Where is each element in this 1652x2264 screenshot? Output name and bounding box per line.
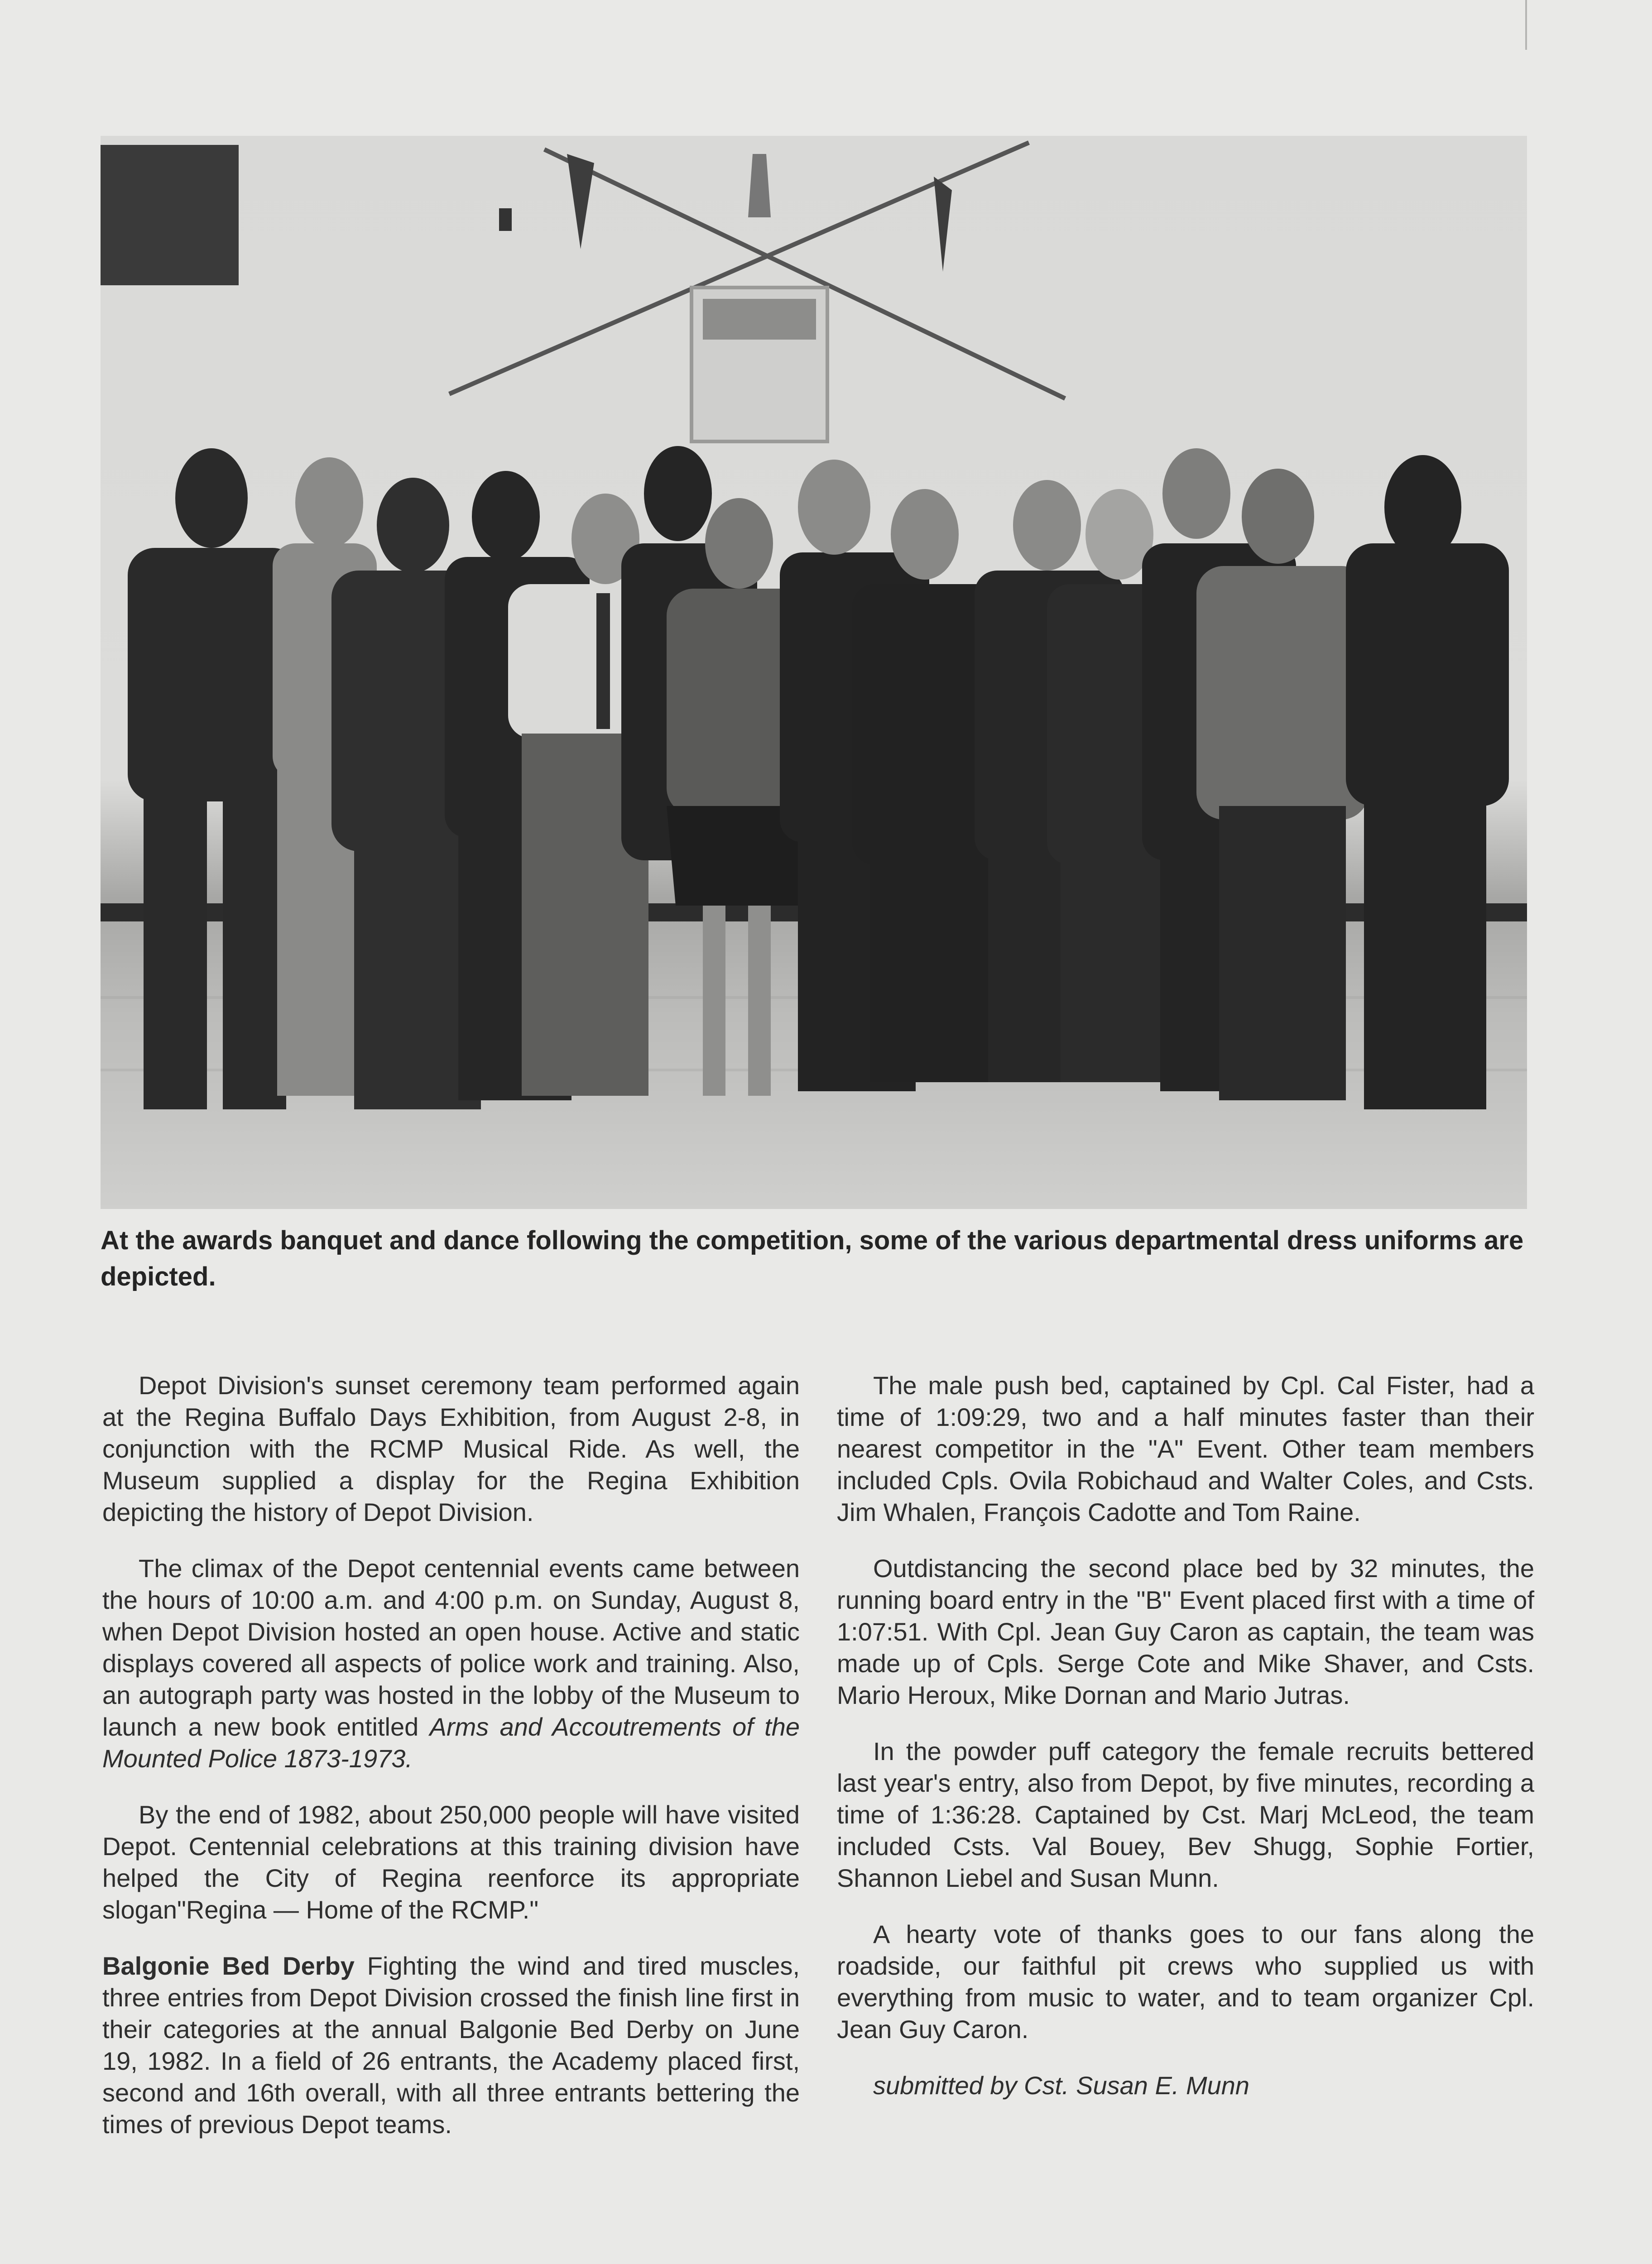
- bed-derby-text: Fighting the wind and tired muscles, three entries from Depot Division crossed the finish line first in their categories at the annual Balgonie Bed Derby on June 19, 1982. In a field of 26 entrants, the Academy placed first, second and 16th overall, with all three entrants bettering the times of previous Depot teams.: [102, 1952, 800, 2139]
- left-column: [102, 1370, 800, 2165]
- book-title: Arms and Accoutrements of the Mounted Police 1873-1973.: [102, 1712, 800, 1773]
- open-house-text: The climax of the Depot centennial events came between the hours of 10:00 a.m. and 4:00 p.m. on Sunday, August 8, when Depot Division hosted an open house. Active and static displays covered all aspects of police work and training. Also, an autograph party was hosted in the lobby of the Museum to launch a new book entitled: [102, 1554, 800, 1741]
- author-credit: submitted by Cst. Susan E. Munn: [873, 2071, 1250, 2100]
- paragraph-powder-puff: In the powder puff category the female recruits bettered last year's entry, also from Depot, by five minutes, recording a time of 1:36:28. Captained by Cst. Marj McLeod, the team included Csts. Val Bouey, Bev Shugg, Sophie Fortier, Shannon Liebel and Susan Munn.: [837, 1737, 1534, 1892]
- page-edge-mark: [1525, 0, 1527, 50]
- group-photo: [101, 136, 1527, 1209]
- paragraph-thanks: A hearty vote of thanks goes to our fans along the roadside, our faithful pit crews who supplied us with everything from music to water, and to team organizer Cpl. Jean Guy Caron.: [837, 1920, 1534, 2043]
- paragraph-visitors: By the end of 1982, about 250,000 people will have visited Depot. Centennial celebrations at this training division have helped the City of Regina reenforce its appropriate slogan"Regina — Home of the RCMP.": [102, 1800, 800, 1924]
- paragraph-running-board: Outdistancing the second place bed by 32 minutes, the running board entry in the "B" Event placed first with a time of 1:07:51. With Cpl. Jean Guy Caron as captain, the team was made up of Cpls. Serge Cote and Mike Shaver, and Csts. Mario Heroux, Mike Dornan and Mario Jutras.: [837, 1554, 1534, 1709]
- section-heading-bed-derby: Balgonie Bed Derby: [102, 1952, 355, 1980]
- right-column: [837, 1370, 1534, 2126]
- photo-caption: At the awards banquet and dance following the competition, some of the various departmental dress uniforms are depicted.: [101, 1226, 1524, 1291]
- paragraph-male-push-bed: The male push bed, captained by Cpl. Cal Fister, had a time of 1:09:29, two and a half minutes faster than their nearest competitor in the "A" Event. Other team members included Cpls. Ovila Robichaud and Walter Coles, and Csts. Jim Whalen, François Cadotte and Tom Raine.: [837, 1371, 1534, 1526]
- paragraph-sunset-ceremony: Depot Division's sunset ceremony team performed again at the Regina Buffalo Days Exhibition, from August 2-8, in conjunction with the RCMP Musical Ride. As well, the Museum supplied a display for the Regina Exhibition depicting the history of Depot Division.: [102, 1371, 800, 1526]
- group-photo-image: [101, 136, 1527, 1209]
- paragraph-open-house: [102, 1553, 800, 1775]
- paragraph-bed-derby: [102, 1950, 800, 2140]
